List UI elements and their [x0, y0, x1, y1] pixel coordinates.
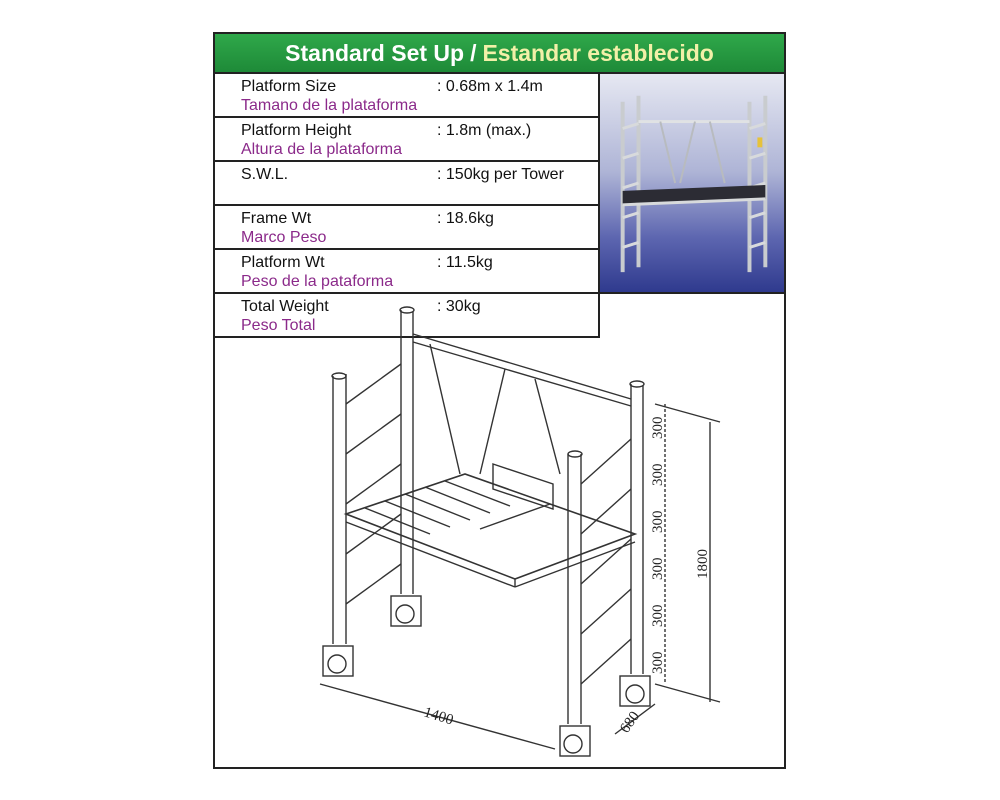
- spec-table: [215, 74, 600, 338]
- rung-dimension-label: 300: [650, 651, 666, 674]
- spec-label-spanish: Altura de la plataforma: [241, 141, 402, 158]
- rung-dimension-label: 300: [650, 463, 666, 486]
- spec-label: Platform Size: [241, 78, 337, 95]
- spec-label: Total Weight: [241, 298, 329, 315]
- spec-label-spanish: Marco Peso: [241, 229, 327, 246]
- spec-card: [213, 32, 786, 769]
- spec-row-platform-height: [215, 118, 600, 162]
- scaffold-photo: [600, 74, 786, 294]
- spec-label-spanish: Tamano de la plataforma: [241, 97, 418, 114]
- rung-dimension-label: 300: [650, 604, 666, 627]
- rung-dimension-label: 300: [650, 510, 666, 533]
- spec-label-spanish: Peso Total: [241, 317, 316, 334]
- spec-row-platform-weight: [215, 250, 600, 294]
- spec-value: : 18.6kg: [437, 210, 494, 227]
- spec-value: : 150kg per Tower: [437, 166, 564, 183]
- spec-label: Platform Wt: [241, 254, 325, 271]
- scaffold-photo-illustration: [600, 74, 786, 292]
- spec-label-spanish: Peso de la pataforma: [241, 273, 394, 290]
- spec-row-swl: [215, 162, 600, 206]
- spec-label: S.W.L.: [241, 166, 289, 183]
- total-height-label: 1800: [695, 549, 711, 579]
- spec-label: Platform Height: [241, 122, 352, 139]
- width-label: 680: [617, 708, 644, 737]
- spec-value: : 30kg: [437, 298, 481, 315]
- spec-label: Frame Wt: [241, 210, 312, 227]
- length-label: 1400: [421, 704, 456, 729]
- spec-value: : 0.68m x 1.4m: [437, 78, 543, 95]
- spec-value: : 1.8m (max.): [437, 122, 532, 139]
- spec-row-platform-size: [215, 74, 600, 118]
- title-english: Standard Set Up: [285, 39, 465, 66]
- spec-value: : 11.5kg: [437, 254, 493, 271]
- spec-row-frame-weight: [215, 206, 600, 250]
- title-separator: /: [470, 39, 477, 66]
- spec-row-total-weight: [215, 294, 600, 338]
- rung-dimension-label: 300: [650, 557, 666, 580]
- title-banner: [215, 34, 784, 74]
- title-spanish: Estandar establecido: [482, 39, 714, 66]
- rung-dimension-label: 300: [650, 416, 666, 439]
